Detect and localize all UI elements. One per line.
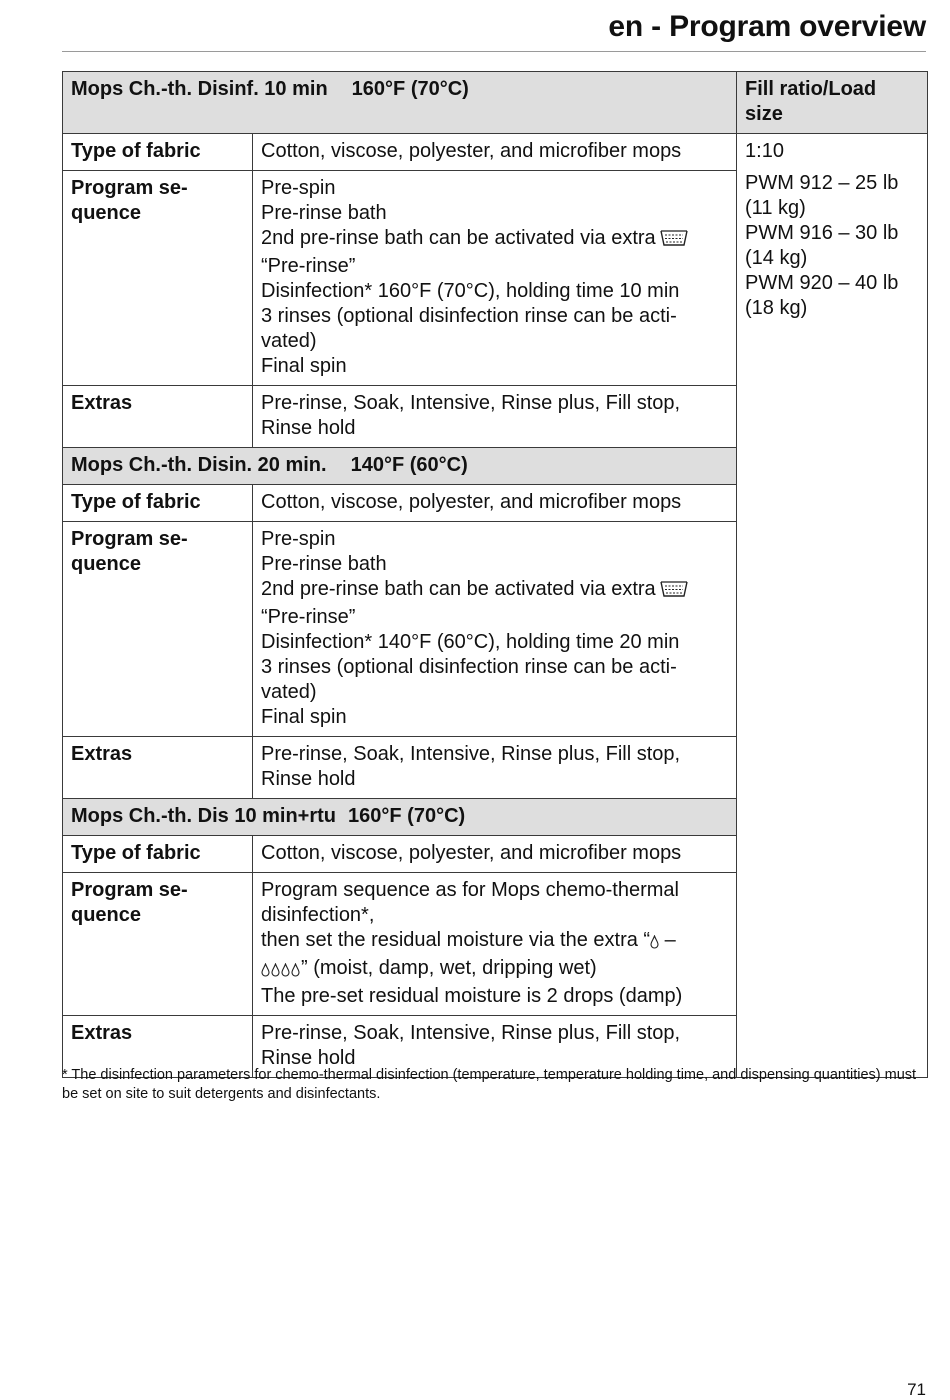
program-table (62, 71, 928, 1078)
fabric-row (63, 134, 928, 171)
fabric-value: Cotton, viscose, polyester, and microfiber mops (253, 134, 737, 171)
footnote: * The disinfection parameters for chemo-thermal disinfection (temperature, temperature holding time, and dispensing quantities) must be set on site to suit detergents and disinfectants. (62, 1067, 917, 1102)
row-label: Program se- quence (63, 522, 253, 737)
sequence-step: 2nd pre-rinse bath can be activated via extra (261, 226, 728, 254)
program-temperature: 160°F (70°C) (348, 805, 466, 827)
row-label: Program se- quence (63, 171, 253, 386)
row-label: Type of fabric (63, 134, 253, 171)
row-label: Extras (63, 1016, 253, 1078)
sequence-step: Pre-spin (261, 177, 336, 199)
sequence-step: “Pre-rinse” (261, 255, 356, 277)
load-size-line: PWM 912 – 25 lb (745, 172, 899, 194)
program-name: Mops Ch.-th. Dis 10 min+rtu (71, 805, 337, 827)
program-temperature: 140°F (60°C) (350, 454, 468, 476)
program-name: Mops Ch.-th. Disin. 20 min. (71, 454, 327, 476)
program-temperature: 160°F (70°C) (351, 78, 469, 100)
sequence-step: then set the residual moisture via the extra “ – (261, 928, 728, 956)
header-divider (62, 51, 926, 52)
water-drop-icon (261, 959, 301, 984)
page-number: 71 (907, 1380, 926, 1399)
water-drop-icon (650, 931, 659, 956)
sequence-value (253, 873, 737, 1016)
program-header (63, 72, 737, 134)
extras-value: Pre-rinse, Soak, Intensive, Rinse plus, Fill stop, Rinse hold (253, 737, 737, 799)
load-size-line: (14 kg) (745, 247, 808, 269)
load-size-line: PWM 920 – 40 lb (745, 272, 899, 294)
sequence-step: Pre-rinse bath (261, 553, 387, 575)
prerinse-basin-icon (660, 580, 688, 605)
sequence-step: “Pre-rinse” (261, 606, 356, 628)
sequence-step: disinfection*, (261, 904, 375, 926)
row-label: Program se- quence (63, 873, 253, 1016)
load-size-line: (11 kg) (745, 197, 806, 219)
prerinse-basin-icon (660, 229, 688, 254)
fill-ratio-header: Fill ratio/Load size (737, 72, 928, 134)
extras-value: Pre-rinse, Soak, Intensive, Rinse plus, Fill stop, Rinse hold (253, 1016, 737, 1078)
fill-ratio: 1:10 (745, 140, 784, 162)
sequence-step: Final spin (261, 355, 347, 377)
row-label: Extras (63, 737, 253, 799)
fabric-value: Cotton, viscose, polyester, and microfiber mops (253, 836, 737, 873)
sequence-value (253, 522, 737, 737)
page-title: en - Program overview (608, 10, 926, 43)
fabric-value: Cotton, viscose, polyester, and microfiber mops (253, 485, 737, 522)
sequence-step: ” (moist, damp, wet, dripping wet) (261, 956, 728, 984)
sequence-step: 3 rinses (optional disinfection rinse can be acti- (261, 305, 677, 327)
load-size-line: (18 kg) (745, 297, 808, 319)
row-label: Type of fabric (63, 836, 253, 873)
sequence-step: Program sequence as for Mops chemo-thermal (261, 879, 679, 901)
program-header (63, 799, 737, 836)
sequence-step: Pre-rinse bath (261, 202, 387, 224)
program-name: Mops Ch.-th. Disinf. 10 min (71, 78, 328, 100)
sequence-step: Disinfection* 140°F (60°C), holding time 20 min (261, 631, 680, 653)
program-header-row (63, 72, 928, 134)
program-header (63, 448, 737, 485)
sequence-step: Disinfection* 160°F (70°C), holding time 10 min (261, 280, 680, 302)
sequence-step: Pre-spin (261, 528, 336, 550)
row-label: Type of fabric (63, 485, 253, 522)
sequence-step: vated) (261, 330, 317, 352)
row-label: Extras (63, 386, 253, 448)
fill-ratio-cell (737, 134, 928, 1078)
load-size-line: PWM 916 – 30 lb (745, 222, 899, 244)
sequence-step: The pre-set residual moisture is 2 drops (damp) (261, 985, 683, 1007)
extras-value: Pre-rinse, Soak, Intensive, Rinse plus, Fill stop, Rinse hold (253, 386, 737, 448)
sequence-value (253, 171, 737, 386)
sequence-step: 3 rinses (optional disinfection rinse can be acti- (261, 656, 677, 678)
sequence-step: 2nd pre-rinse bath can be activated via extra (261, 577, 728, 605)
sequence-step: Final spin (261, 706, 347, 728)
sequence-step: vated) (261, 681, 317, 703)
